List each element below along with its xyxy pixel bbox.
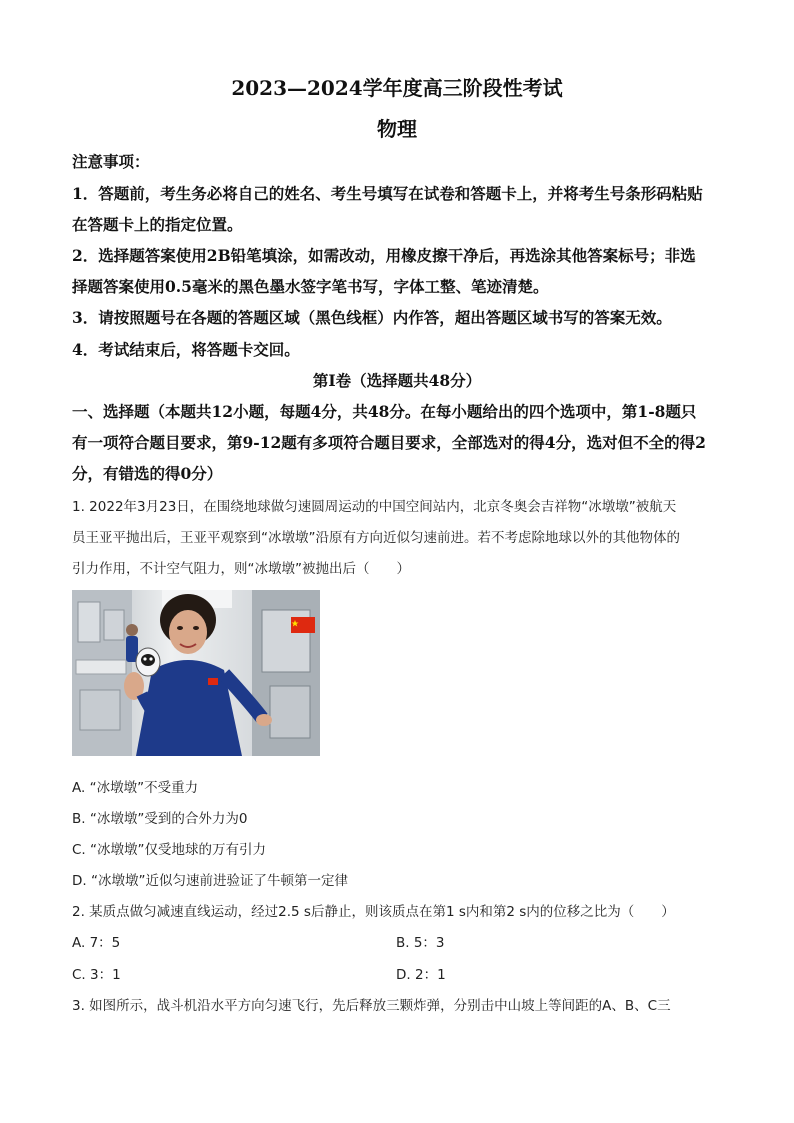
section-title: 第Ⅰ卷（选择题共48分） (312, 371, 482, 390)
q1-option-b: B. “冰墩墩”受到的合外力为0 (72, 811, 248, 827)
notice-item-4: 4．考试结束后，将答题卡交回。 (72, 340, 300, 359)
q2-option-a: A. 7：5 (72, 935, 121, 951)
q2-stem: 2. 某质点做匀减速直线运动，经过2.5 s后静止，则该质点在第1 s内和第2 s内的位移之比为（ ） (72, 904, 675, 920)
notice-item-2-line-2: 择题答案使用0.5毫米的黑色墨水签字笔书写，字体工整、笔迹清楚。 (72, 277, 549, 296)
section-instructions-line-1: 一、选择题（本题共12小题，每题4分，共48分。在每小题给出的四个选项中，第1-8题只 (72, 402, 697, 421)
notice-item-1-line-2: 在答题卡上的指定位置。 (72, 215, 243, 234)
section-instructions-line-2: 有一项符合题目要求，第9-12题有多项符合题目要求，全部选对的得4分，选对但不全的得2 (72, 433, 706, 452)
q1-stem-line-3: 引力作用，不计空气阻力，则“冰墩墩”被抛出后（ ） (72, 561, 410, 577)
q1-option-d: D. “冰墩墩”近似匀速前进验证了牛顿第一定律 (72, 873, 348, 889)
q3-stem: 3. 如图所示，战斗机沿水平方向匀速飞行，先后释放三颗炸弹，分别击中山坡上等间距的A、B、C三 (72, 998, 671, 1014)
notice-item-1-line-1: 1．答题前，考生务必将自己的姓名、考生号填写在试卷和答题卡上，并将考生号条形码粘贴 (72, 184, 703, 203)
astronaut-illustration (72, 590, 320, 756)
notice-heading: 注意事项： (72, 152, 150, 171)
q2-option-b: B. 5：3 (396, 935, 445, 951)
q2-option-d: D. 2：1 (396, 967, 446, 983)
q1-stem-line-1: 1. 2022年3月23日，在围绕地球做匀速圆周运动的中国空间站内，北京冬奥会吉祥物“冰墩墩”被航天 (72, 499, 677, 515)
q1-option-a: A. “冰墩墩”不受重力 (72, 780, 199, 796)
q2-option-c: C. 3：1 (72, 967, 121, 983)
q1-stem-line-2: 员王亚平抛出后，王亚平观察到“冰墩墩”沿原有方向近似匀速前进。若不考虑除地球以外的其他物体的 (72, 530, 680, 546)
exam-subject: 物理 (377, 117, 417, 141)
space-station-photo (72, 590, 320, 756)
notice-item-3: 3．请按照题号在各题的答题区域（黑色线框）内作答，超出答题区域书写的答案无效。 (72, 308, 672, 327)
q1-option-c: C. “冰墩墩”仅受地球的万有引力 (72, 842, 266, 858)
notice-item-2-line-1: 2．选择题答案使用2B铅笔填涂，如需改动，用橡皮擦干净后，再选涂其他答案标号；非选 (72, 246, 696, 265)
section-instructions-line-3: 分，有错选的得0分） (72, 464, 223, 483)
exam-title: 2023—2024学年度高三阶段性考试 (231, 76, 563, 100)
